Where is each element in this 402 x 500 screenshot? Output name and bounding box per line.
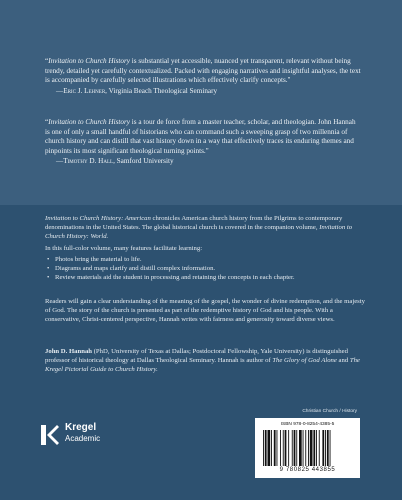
features-list <box>45 256 365 283</box>
publisher-logo <box>40 420 110 450</box>
publisher-imprint: Academic <box>65 434 101 443</box>
feature-item: • Photos bring the material to life. <box>45 256 365 265</box>
author-book-2: The Kregel Pictorial Guide to Church History. <box>45 356 360 373</box>
feature-item: • Diagrams and maps clarify and distill complex information. <box>45 265 365 274</box>
endorsement-1-attribution: —Eric J. Lehner, Virginia Beach Theological Seminary <box>56 86 218 95</box>
barcode-number: 9 780825 443855 <box>279 467 336 473</box>
endorsement-1 <box>45 57 365 96</box>
author-book-1: The Glory of God Alone <box>272 356 337 364</box>
author-name: John D. Hannah <box>45 348 93 355</box>
author-bio-text: (PhD, University of Texas at Dallas; Postdoctoral Fellowship, Yale University) is distinguished professor of historical theology at Dallas Theological Seminary. Hannah is author of <box>45 348 348 364</box>
publisher-name: Kregel <box>65 422 97 433</box>
feature-item: • Review materials aid the student in processing and retaining the concepts in each chapter. <box>45 274 365 283</box>
category-label: Christian Church / History <box>302 409 357 414</box>
endorsement-2-body: is a tour de force from a master teacher, scholar, and theologian. John Hannah is one of only a small handful of historians who can command such a sweeping grasp of two millennia of church history and can distill that vast history down in a way that effectively traces its enduring themes and pinpoints its most significant theological turning points." <box>45 118 356 155</box>
companion-title: Invitation to Church History: World. <box>45 223 353 240</box>
endorsements-panel <box>0 0 402 205</box>
endorser-2-affiliation: , Samford University <box>113 157 174 166</box>
description-paragraph-1 <box>45 215 365 242</box>
endorsement-1-body: is substantial yet accessible, nuanced yet transparent, relevant without being trendy, detailed yet carefully contextualized. Packed with engaging narratives and insightful analyses, the text is accompanied by carefully selected illustrations which effectively clarify concepts." <box>45 57 361 85</box>
endorsement-1-text: “Invitation to Church History is substantial yet accessible, nuanced yet transparent, relevant without being trendy, detailed yet carefully contextualized. Packed with engaging narratives and insightful analyses, the text is accompanied by carefully selected illustrations which effectively clarify concepts." <box>45 57 361 85</box>
endorser-2-name: Timothy D. Hall <box>63 157 114 166</box>
kregel-mark-icon <box>40 424 60 446</box>
barcode <box>255 418 360 478</box>
description-p1-text: chronicles American church history from the Pilgrims to contemporary denominations in the United States. The global historical church is covered in the companion volume, <box>45 215 343 231</box>
endorsement-2-title: Invitation to Church History <box>48 118 130 126</box>
endorsement-2-text: “Invitation to Church History is a tour de force from a master teacher, scholar, and theologian. John Hannah is one of only a small handful of historians who can command such a sweeping grasp of two millennia of church history and can distill that vast history down in a way that effectively traces its enduring themes and pinpoints its most significant theological turning points." <box>45 118 356 155</box>
author-bio <box>45 348 365 375</box>
features-intro: In this full-color volume, many features facilitate learning: <box>45 245 203 252</box>
author-bio-and: and <box>336 356 350 364</box>
barcode-bars-icon <box>261 430 354 466</box>
endorsement-2-attribution: —Timothy D. Hall, Samford University <box>56 157 174 166</box>
endorser-1-affiliation: , Virginia Beach Theological Seminary <box>105 86 218 95</box>
description-paragraph-3: Readers will gain a clear understanding of the meaning of the gospel, the wonder of divine redemption, and the majesty of God. The story of the church is presented as part of the redemptive history of God and his people. With a conservative, Christ-centered perspective, Hannah writes with fairness and generosity toward diverse views. <box>45 298 365 323</box>
book-title: Invitation to Church History: American <box>45 215 151 222</box>
isbn-label: ISBN 978-0-8254-4385-5 <box>280 422 335 427</box>
features-section <box>45 245 365 283</box>
endorsement-2 <box>45 118 365 167</box>
endorsement-1-title: Invitation to Church History <box>48 57 130 65</box>
endorser-1-name: Eric J. Lehner <box>63 86 106 95</box>
